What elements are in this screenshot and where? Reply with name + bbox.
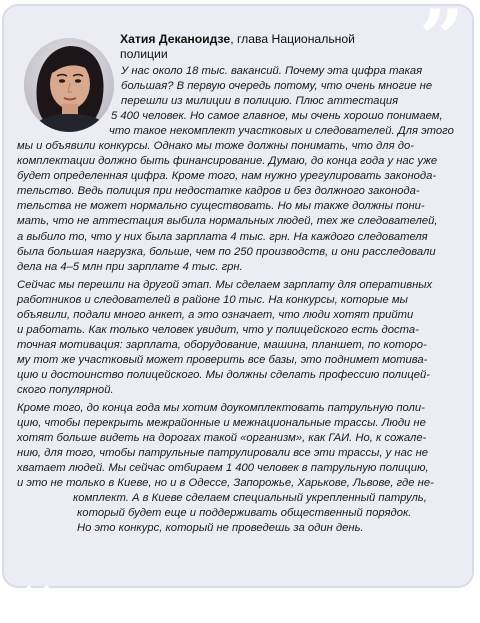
text-line: цию и достоинство полицейского. Мы должны сделать профессию полицей- (17, 368, 430, 381)
text-line: хотят больше видеть на дорогах такой «организм», как ГАИ. Но, к сожале- (17, 432, 427, 445)
text-line: тельства не может нормально существовать. Но мы также должны пони- (17, 200, 425, 213)
text-line: будет определенная цифра. Кроме того, нам нужно урегулировать законода- (17, 170, 437, 183)
text-line: была большая нагрузка, больше, чем по 250 производств, и они расследовали (17, 245, 436, 258)
speaker-title: , глава Национальной (230, 32, 355, 46)
text-line: работников и следователей в районе 10 тыс. На конкурсы, которые мы (17, 293, 408, 306)
text-line: объявили, подали много анкет, а это означает, что люди хотят прийти (17, 308, 414, 321)
text-line: перешли из милиции в полицию. Плюс аттестация (121, 95, 399, 108)
text-line: цию, чтобы перекрыть межрайонные и межнациональные трассы. Люди не (17, 417, 426, 430)
text-line: и работать. Как только человек увидит, что у полицейского есть доста- (17, 323, 419, 336)
text-line: 5 400 человек. Но самое главное, мы очень хорошо понимаем, (111, 110, 443, 123)
text-line: тельство. Ведь полиция при недостатке кадров и без должного законода- (17, 185, 420, 198)
text-line: ского популярной. (17, 383, 114, 396)
quote-mark-bottom-left: ” (10, 532, 55, 623)
text-line: У нас около 18 тыс. вакансий. Почему эта цифра такая (121, 65, 423, 77)
text-line: Сейчас мы перешли на другой этап. Мы сделаем зарплату для оперативных (17, 278, 433, 291)
text-line: комплект. А в Киеве сделаем специальный укрепленный патруль, (73, 492, 427, 505)
text-line: мать, что не аттестация выбила нормальных людей, тех же следователей, (17, 215, 438, 228)
text-line: что такое некомплект участковых и следователей. Для этого (109, 125, 454, 138)
speaker-caption (120, 32, 450, 62)
text-line: Но это конкурс, который не проведешь за один день. (77, 522, 364, 535)
text-line: му тот же участковый может проверить все базы, это поднимет мотива- (17, 353, 428, 366)
text-line: мы и объявили конкурсы. Однако мы тоже должны понимать, что для до- (17, 140, 414, 153)
text-line: комплектации должно быть финансирование. Думаю, до конца года у нас уже (17, 155, 438, 168)
text-line: дела на 4–5 млн при зарплате 4 тыс. грн. (17, 260, 243, 273)
quote-mark-top-right: ” (419, 0, 464, 84)
text-line: Кроме того, до конца года мы хотим доукомплектовать патрульную поли- (17, 402, 425, 415)
text-line: большая? В первую очередь потому, что очень многие не (121, 80, 433, 93)
speaker-name: Хатия Деканоидзе (120, 32, 231, 46)
text-line: хватает людей. Мы сейчас отбираем 1 400 человек в патрульную полицию, (17, 462, 429, 475)
speaker-title-cont: полиции (120, 47, 168, 61)
text-line: а выбило то, что у них была зарплата 4 тыс. грн. На каждого следователя (17, 230, 428, 243)
text-line: и это не только в Киеве, но и в Одессе, Запорожье, Харькове, Львове, где не- (17, 477, 434, 490)
text-line: нию, для того, чтобы патрульные патрулировали все эти трассы, у нас не (17, 447, 429, 460)
quote-text (17, 64, 465, 536)
text-line: точная мотивация: зарплата, оборудование, машина, планшет, по которо- (17, 338, 427, 351)
text-line: который будет еще и поддерживать общественный порядок. (77, 507, 412, 520)
